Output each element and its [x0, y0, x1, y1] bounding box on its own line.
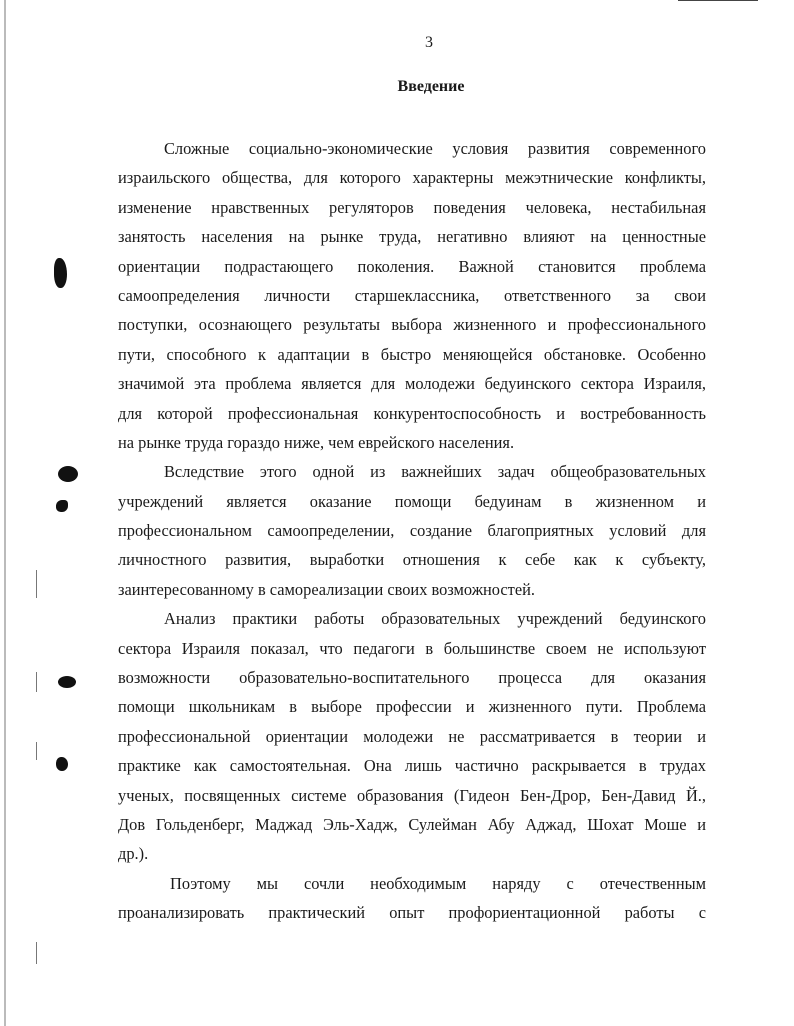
paragraph-3-line: Анализ практики работы образовательных учреждений бедуинского: [164, 609, 706, 629]
paragraph-2-line: Вследствие этого одной из важнейших задач общеобразовательных: [164, 462, 706, 482]
binding-hole-mark: [58, 676, 76, 688]
paragraph-2-line: личностного развития, выработки отношения к себе как к субъекту,: [118, 550, 706, 570]
paragraph-1-line: значимой эта проблема является для молодежи бедуинского сектора Израиля,: [118, 374, 706, 394]
paragraph-1-line: на рынке труда гораздо ниже, чем еврейского населения.: [118, 432, 515, 452]
scan-artifact-line: [36, 742, 37, 760]
binding-hole-mark: [56, 757, 68, 771]
paragraph-3-line: профессиональной ориентации молодежи не рассматривается в теории и: [118, 726, 706, 746]
paragraph-1-line: пути, способного к адаптации в быстро меняющейся обстановке. Особенно: [118, 344, 706, 364]
paragraph-3-line: возможности образовательно-воспитательного процесса для оказания: [118, 668, 706, 688]
paragraph-1-line: поступки, осознающего результаты выбора жизненного и профессионального: [118, 315, 706, 335]
paragraph-3-line: помощи школьникам в выборе профессии и жизненного пути. Проблема: [118, 697, 706, 717]
paragraph-1-line: израильского общества, для которого характерны межэтнические конфликты,: [118, 168, 706, 188]
paragraph-1-line: Сложные социально-экономические условия развития современного: [164, 139, 706, 158]
page-title: Введение: [397, 78, 465, 95]
paragraph-3-line: др.).: [118, 844, 149, 864]
paragraph-1-line: ориентации подрастающего поколения. Важной становится проблема: [118, 256, 706, 276]
paragraph-3-line: сектора Израиля показал, что педагоги в большинстве своем не используют: [118, 638, 706, 658]
binding-hole-mark: [58, 466, 78, 482]
paragraph-3-line: Дов Гольденберг, Маджад Эль-Хадж, Сулейман Абу Аджад, Шохат Моше и: [118, 814, 706, 834]
paragraph-3-line: ученых, посвященных системе образования (Гидеон Бен-Дрор, Бен-Давид Й.,: [118, 785, 706, 805]
scan-top-rule: [678, 0, 758, 1]
paragraph-1-line: изменение нравственных регуляторов поведения человека, нестабильная: [118, 197, 706, 217]
page-number: 3: [425, 34, 433, 51]
scan-artifact-line: [36, 672, 37, 692]
paragraph-3-line: практике как самостоятельная. Она лишь частично раскрывается в трудах: [118, 756, 706, 776]
scan-artifact-line: [36, 570, 37, 598]
paragraph-2-line: заинтересованному в самореализации своих возможностей.: [118, 579, 535, 599]
paragraph-4-line: Поэтому мы сочли необходимым наряду с отечественным: [170, 873, 706, 893]
paragraph-1-line: занятость населения на рынке труда, негативно влияют на ценностные: [118, 227, 706, 247]
scan-artifact-line: [36, 942, 37, 964]
document-body: [118, 134, 706, 928]
paragraph-4-line: проанализировать практический опыт профориентационной работы с: [118, 903, 706, 923]
scan-left-edge: [4, 0, 6, 1026]
binding-hole-mark: [56, 500, 68, 512]
paragraph-2-line: профессиональном самоопределении, создание благоприятных условий для: [118, 521, 706, 541]
paragraph-1-line: для которой профессиональная конкурентоспособность и востребованность: [118, 403, 706, 423]
paragraph-1-line: самоопределения личности старшеклассника, ответственного за свои: [118, 285, 706, 305]
binding-hole-mark: [54, 258, 67, 288]
paragraph-2-line: учреждений является оказание помощи бедуинам в жизненном и: [118, 491, 706, 511]
